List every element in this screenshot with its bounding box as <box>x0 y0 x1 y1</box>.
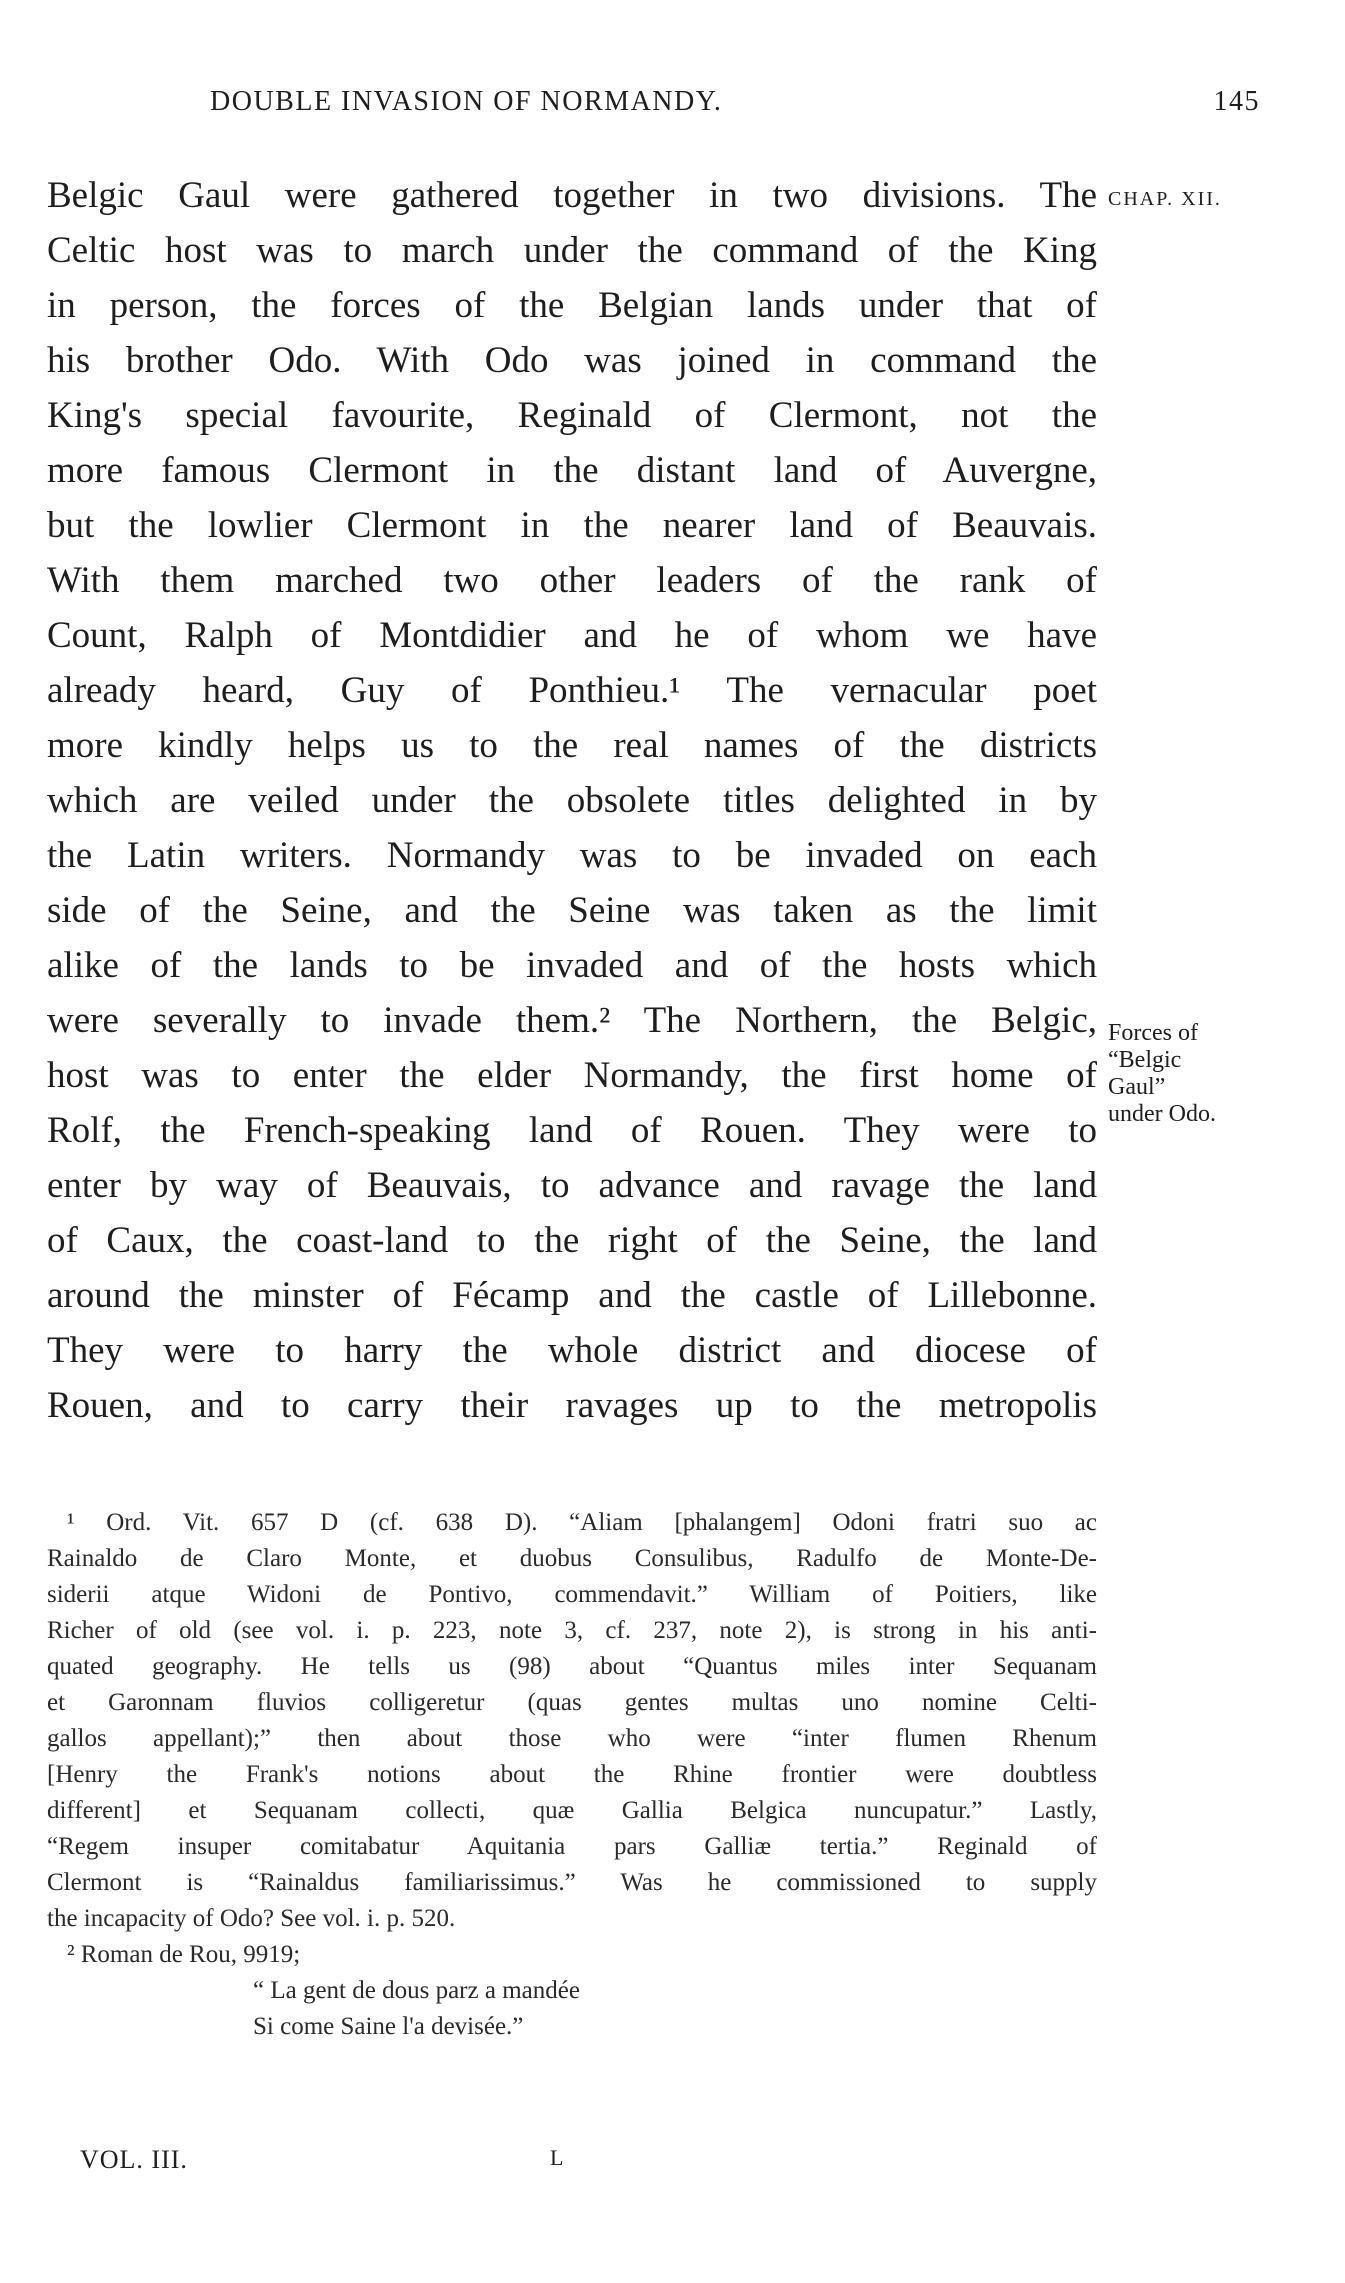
footnote-line: ² Roman de Rou, 9919; <box>67 1941 301 1968</box>
body-line: enter by way of Beauvais, to advance and ravage the land <box>47 1165 1097 1206</box>
volume-label: VOL. III. <box>80 2145 188 2174</box>
running-head <box>200 86 1260 126</box>
footnote-line: the incapacity of Odo? See vol. i. p. 520. <box>47 1905 456 1932</box>
marginal-forces-note <box>1108 1020 1216 1128</box>
body-line: Rouen, and to carry their ravages up to the metropolis <box>47 1385 1097 1426</box>
footnote-line: different] et Sequanam collecti, quæ Gallia Belgica nuncupatur.” Lastly, <box>47 1797 1097 1824</box>
footnote-quote-line: “ La gent de dous parz a mandée <box>253 1977 580 2004</box>
body-line: Rolf, the French-speaking land of Rouen. They were to <box>47 1110 1097 1151</box>
body-line: but the lowlier Clermont in the nearer land of Beauvais. <box>47 505 1097 546</box>
marginal-forces-line: “Belgic <box>1108 1047 1182 1073</box>
footnote-line: [Henry the Frank's notions about the Rhine frontier were doubtless <box>47 1761 1097 1788</box>
body-line: side of the Seine, and the Seine was taken as the limit <box>47 890 1097 931</box>
running-title: DOUBLE INVASION OF NORMANDY. <box>210 86 723 117</box>
footnotes <box>47 1505 1097 2045</box>
body-line: were severally to invade them.² The Northern, the Belgic, <box>47 1000 1097 1041</box>
body-line: more kindly helps us to the real names of the districts <box>47 725 1097 766</box>
body-line: more famous Clermont in the distant land of Auvergne, <box>47 450 1097 491</box>
body-line: host was to enter the elder Normandy, the first home of <box>47 1055 1097 1096</box>
body-line: in person, the forces of the Belgian lands under that of <box>47 285 1097 326</box>
body-line: Celtic host was to march under the command of the King <box>47 230 1097 271</box>
marginal-forces-line: Forces of <box>1108 1020 1198 1046</box>
footnote-line: ¹ Ord. Vit. 657 D (cf. 638 D). “Aliam [phalangem] Odoni fratri suo ac <box>67 1509 1097 1536</box>
body-line: his brother Odo. With Odo was joined in command the <box>47 340 1097 381</box>
body-line: already heard, Guy of Ponthieu.¹ The vernacular poet <box>47 670 1097 711</box>
body-line: They were to harry the whole district and diocese of <box>47 1330 1097 1371</box>
body-line: around the minster of Fécamp and the castle of Lillebonne. <box>47 1275 1097 1316</box>
body-line: of Caux, the coast-land to the right of the Seine, the land <box>47 1220 1097 1261</box>
page-number: 145 <box>1213 86 1260 117</box>
body-line: Belgic Gaul were gathered together in two divisions. The <box>47 175 1097 216</box>
footnote-line: Richer of old (see vol. i. p. 223, note 3, cf. 237, note 2), is strong in his anti- <box>47 1617 1097 1644</box>
signature-mark: L <box>550 2145 565 2170</box>
body-line: alike of the lands to be invaded and of the hosts which <box>47 945 1097 986</box>
marginal-forces-line: Gaul” <box>1108 1074 1166 1100</box>
body-line: With them marched two other leaders of the rank of <box>47 560 1097 601</box>
body-line: the Latin writers. Normandy was to be invaded on each <box>47 835 1097 876</box>
footnote-quote-line: Si come Saine l'a devisée.” <box>253 2013 524 2040</box>
footnote-line: siderii atque Widoni de Pontivo, commendavit.” William of Poitiers, like <box>47 1581 1097 1608</box>
footnote-line: “Regem insuper comitabatur Aquitania pars Galliæ tertia.” Reginald of <box>47 1833 1097 1860</box>
footnote-line: Rainaldo de Claro Monte, et duobus Consulibus, Radulfo de Monte-De- <box>47 1545 1097 1572</box>
body-line: King's special favourite, Reginald of Clermont, not the <box>47 395 1097 436</box>
footnote-line: Clermont is “Rainaldus familiarissimus.” Was he commissioned to supply <box>47 1869 1097 1896</box>
body-text <box>47 168 1097 1433</box>
footnote-line: et Garonnam fluvios colligeretur (quas gentes multas uno nomine Celti- <box>47 1689 1097 1716</box>
footnote-line: gallos appellant);” then about those who were “inter flumen Rhenum <box>47 1725 1097 1752</box>
marginal-forces-line: under Odo. <box>1108 1101 1216 1127</box>
marginal-chapter-note: CHAP. XII. <box>1108 188 1222 210</box>
footnote-line: quated geography. He tells us (98) about “Quantus miles inter Sequanam <box>47 1653 1097 1680</box>
body-line: Count, Ralph of Montdidier and he of whom we have <box>47 615 1097 656</box>
body-line: which are veiled under the obsolete titles delighted in by <box>47 780 1097 821</box>
